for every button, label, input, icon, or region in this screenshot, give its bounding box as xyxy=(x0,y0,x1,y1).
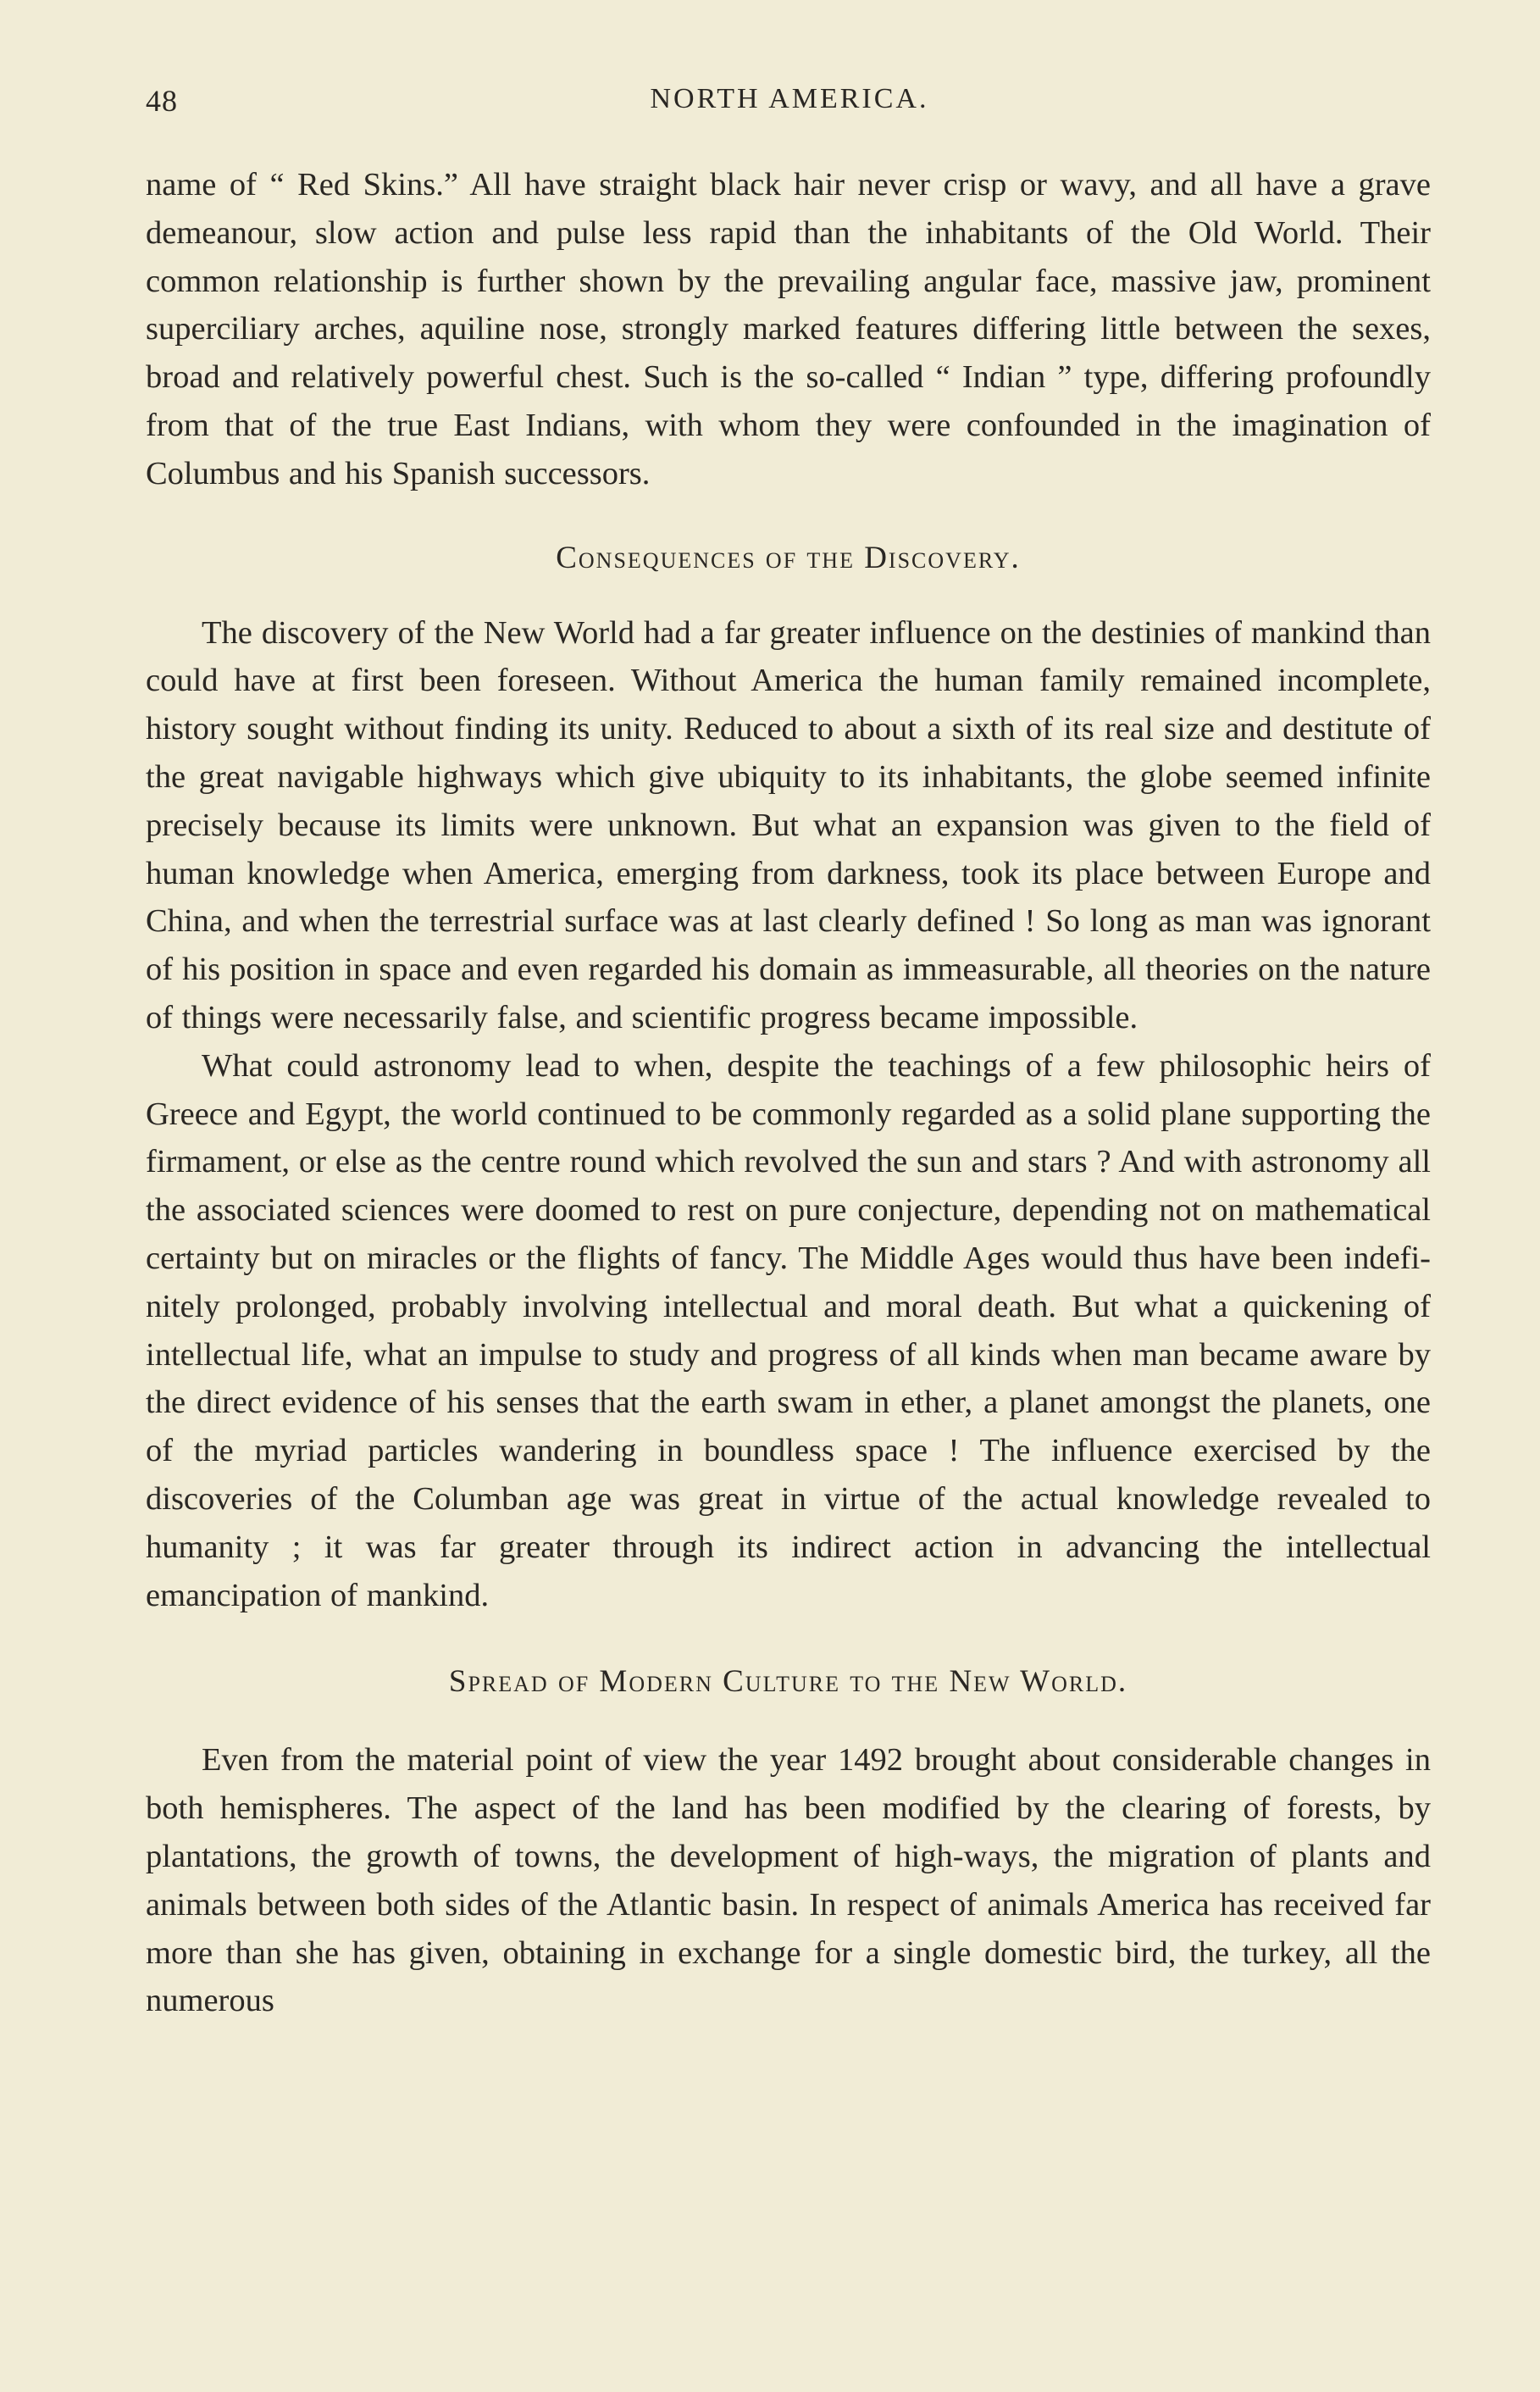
paragraph-3: What could astronomy lead to when, despite the teachings of a few philosophic heirs of Greece and Egypt, the world continued to be commonly regarded as a solid plane supporting the firmament, or else as the centre round which revolved the sun and stars ? And with astronomy all the associated sciences were doomed to rest on pure conjecture, depending not on mathematical certainty but on miracles or the flights of fancy. The Middle Ages would thus have been indefi-nitely prolonged, probably involving intellectual and moral death. But what a quickening of intellectual life, what an impulse to study and progress of all kinds when man became aware by the direct evidence of his senses that the earth swam in ether, a planet amongst the planets, one of the myriad particles wandering in boundless space ! The influence exercised by the discoveries of the Columban age was great in virtue of the actual knowledge revealed to humanity ; it was far greater through its indirect action in advancing the intellectual emancipation of mankind. xyxy=(146,1047,1431,1613)
body-text xyxy=(146,161,1431,2025)
paragraph-2: The discovery of the New World had a far greater influence on the destinies of mankind than could have at first been foreseen. Without America the human family remained incomplete, history sought without finding its unity. Reduced to about a sixth of its real size and destitute of the great navigable highways which give ubiquity to its inhabitants, the globe seemed infinite precisely because its limits were unknown. But what an expansion was given to the field of human knowledge when America, emerging from darkness, took its place between Europe and China, and when the terrestrial surface was at last clearly defined ! So long as man was ignorant of his position in space and even regarded his domain as immeasurable, all theories on the nature of things were necessarily false, and scientific progress became impossible. xyxy=(146,614,1431,1035)
paragraph-1: name of “ Red Skins.” All have straight black hair never crisp or wavy, and all have a grave demeanour, slow action and pulse less rapid than the inhabitants of the Old World. Their common relationship is further shown by the prevailing angular face, massive jaw, prominent superciliary arches, aquiline nose, strongly marked features differing little between the sexes, broad and relatively powerful chest. Such is the so-called “ Indian ” type, differing profoundly from that of the true East Indians, with whom they were confounded in the imagination of Columbus and his Spanish successors. xyxy=(146,167,1431,491)
paragraph-4: Even from the material point of view the year 1492 brought about considerable changes in both hemispheres. The aspect of the land has been modified by the clearing of forests, by plantations, the growth of towns, the development of high-ways, the migration of plants and animals between both sides of the Atlantic basin. In respect of animals America has received far more than she has given, obtaining in exchange for a single domestic bird, the turkey, all the numerous xyxy=(146,1742,1431,2019)
section-heading-spread-of-culture: Spread of Modern Culture to the New World. xyxy=(448,1664,1128,1700)
running-title: NORTH AMERICA. xyxy=(650,83,929,114)
page-number: 48 xyxy=(146,84,178,118)
section-heading-consequences: Consequences of the Discovery. xyxy=(556,540,1021,575)
page-header xyxy=(146,83,1433,134)
